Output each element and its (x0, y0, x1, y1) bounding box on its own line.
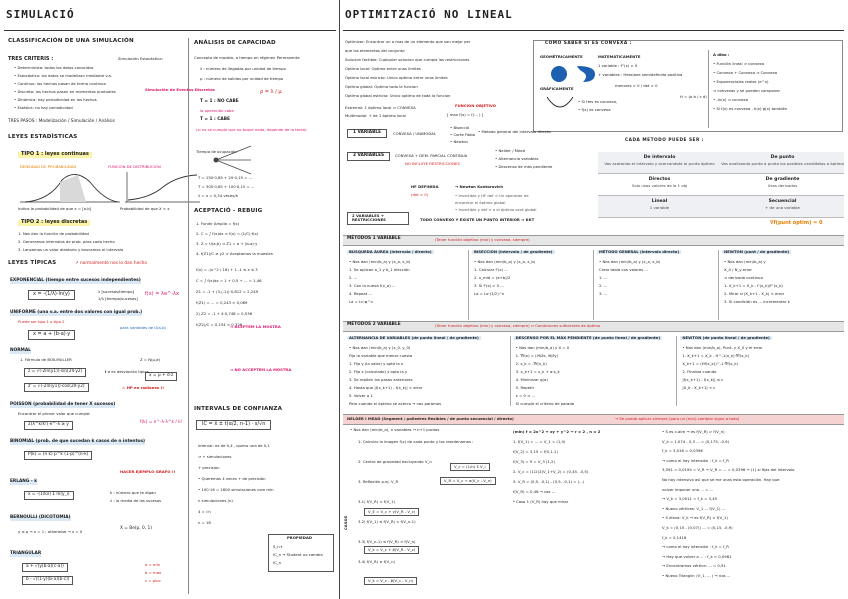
aceptacio-step: 2. C = ∫ f(x)dx ⇒ f(x) = (1/C)·f(x) (196, 231, 259, 236)
convexa-item: • Función lineal ⇒ convexa (713, 61, 765, 66)
v1-condition: CONVEXA / UNIMODAL (393, 131, 436, 136)
nm-right-line: • Nuevo Triangle: (V_1, ... ) → nos ... (662, 573, 731, 578)
convexa-var1: 1 variable : f''(x) > 0 (598, 63, 638, 68)
m2-bar-title: MÉTODOS 2 VARIABLE (347, 322, 401, 327)
m1-column-line: Crear tabla con valores ... (599, 267, 648, 272)
nm-right-line: 3,091 = 0,0194 = V_R → V_R = ... = 0,0396 → (1) si fijas del intervalo (662, 467, 795, 473)
nm-example-line: f(V_R) = 0,48 → cas ... (513, 489, 556, 494)
m2-column-line: • Nos dan (min/b_a) y X = 0 (515, 345, 570, 350)
poisson-subtitle: Encontrar el primer valor que cumple: (18, 411, 91, 416)
bernoulli-title: BERNOULLI (DICOTOMIA) (10, 515, 71, 520)
capacidad-note: (si no se cumple que no toque nada, depende de la tarea) (196, 127, 307, 132)
multimodal-line: Multimodal: + de 1 óptimo local (345, 113, 406, 118)
m2-column-line: 2. Fijo x (calculado) y opto la y (349, 369, 408, 374)
intro-line: Optimo local: Optimo entre unos limites (345, 66, 421, 71)
convexa-graf: GRÁFICAMENTE (540, 86, 574, 91)
m1-column-line: 3. ... (599, 291, 608, 296)
m2-column-divider (676, 336, 677, 406)
v1-note: • Metodo general del intervalo directo (478, 129, 551, 134)
cada-cell (598, 152, 721, 174)
nm-example-line: 1. f(V_1) = ... = V_1 = (1,0) (513, 439, 566, 444)
vr-note: TODO CONVEXO Y EXISTE UN PUNTO INTERIOR ⇒ KKT (420, 217, 535, 222)
nm-step: 2. Centro de gravedad excluyendo V_n (358, 459, 432, 464)
capacidad-formula: T = 300·0,85 + 100·0,15 = ... (198, 184, 255, 189)
binom-title: BINOMIAL (prob. de que sucedan k casos de n intentos) (10, 439, 146, 444)
vr-label: 2 VARIABLES + RESTRICCIONES (347, 212, 409, 225)
nm-right-line: • S es c-aire → es f(V_R) > f(V_n) (662, 429, 725, 434)
reject-result: ⇒ NO ACCEPTEM LA MOSTRA (230, 367, 292, 372)
m2-column-title: NEWTON (de punto lineal / de gradiente) (682, 335, 770, 340)
capacidad-cabe: T = 1 : CABE (200, 117, 230, 122)
classif-item: • Estática: no hay periodicidad (14, 105, 73, 110)
m2-column-line: 5. Volver a 1 (349, 393, 373, 398)
density-label: DENSIDAD DE PROBABILIDAD (20, 164, 77, 169)
m2-column-line: 5. Repetir (515, 385, 535, 390)
m1-column-line: 2. ... (599, 283, 608, 288)
m1-column-line: 4. Repeat ... (349, 291, 373, 296)
exp-lambda: λ [sucesos/tiempo] (98, 289, 135, 294)
tipo2-item: 2. Generamos intervalos de prob. para cada hecho (18, 239, 115, 244)
extremal-line: Extremal: 1 óptimo local ⇒ CONVEXA (345, 105, 416, 110)
classif-side-note: Simulación Estocástica: (118, 56, 163, 61)
m2-column-line: |X_k - X_k+1| < ε (682, 385, 716, 390)
hf-note: (det > 0) (411, 192, 429, 197)
nm-right-line: → como el hay intensión : f_k = f_R (662, 457, 729, 463)
capacidad-heading: ANÁLISIS DE CAPACIDAD (194, 40, 276, 46)
nm-right-line: → Hay que volver a ... : f_k = 0,0981 (662, 553, 732, 559)
m2-column-line: 1. X_k+1 = X_k - H^-1(x_k)·∇f(x_k) (682, 353, 750, 358)
m2-column-title: DESCENSO POR EL MÁX PENDIENTE (de punto lineal / de gradiente) (515, 335, 661, 340)
erlang-k: k : número que te digan (110, 490, 156, 495)
m2-column-line: 4. Hasta que |f(x_k+1) - f(x_k)| < error (349, 385, 423, 390)
m1-bar-title: MÉTODOS 1 VARIABLE (347, 236, 401, 241)
confianza-line: interval: ex de 0,4 , quiero una de 0,1 (198, 443, 270, 448)
newton-note: • Invertible y HF def ⇒ Un operador de (455, 193, 529, 198)
nm-example-line: 2. V_c = (1/2)Σ(V_1+V_2) = (0,45, -0,5) (513, 469, 589, 474)
unif-title: UNIFORME (una v.a. entre dos valores con igual prob.) (10, 310, 143, 315)
intro-line: Solucion factible: Cualquier solucion que cumpla las restricciones (345, 57, 470, 62)
m1-column-line: 3. Si condición es ... incrementar k (724, 299, 790, 304)
capacidad-mu: μ : número de salidas por unidad de tiempo (200, 76, 284, 81)
cada-cell (598, 196, 721, 218)
left-panel-title: SIMULACIÓ (6, 8, 75, 21)
m1-column-line: 2. Mirar si |X_k+1 - X_k| < error (724, 291, 785, 296)
confianza-line: n simulaciones (n) (198, 498, 233, 503)
nm-right-line: • Nuevo vértices: V_1 ... f(V_1) ... (662, 505, 726, 511)
propiedad-title: PROPIEDAD (287, 535, 312, 540)
nm-casos-label: CASOS (343, 515, 348, 530)
density-note: Indica la probabilidad de que x = [a,b] (18, 206, 92, 211)
m1-column-line: La = Ln·φ^n (349, 299, 373, 304)
v1-label: 1 VARIABLE (347, 129, 387, 138)
nm-step: 3.2) f(V_1) ≤ f(V_R) < f(V_n-1) (358, 519, 416, 524)
classif-side-tag: Simulación de Eventos Discretos (145, 87, 215, 92)
aceptacio-step: 3. Z = U(a,b) ⇒ Z1 = a + (b-a)·y (196, 241, 258, 246)
newton-note: encontrar el óptimo global (455, 200, 506, 205)
nm-right-line: f_k = 0,1416 (662, 534, 687, 540)
triangular-formula-1: a + √(y(b-a)(c-a)) (22, 563, 68, 572)
m1-column-line: • Nos dan (min/b_a) y (x_a, x_b) (474, 259, 536, 264)
confianza-line: ⇒ + simulaciones (198, 454, 232, 459)
normal-formula-2: z' = √(-2ln(y1))·cos(2π·y2) (24, 383, 89, 392)
tipo2-item: 1. Nos dan la función de probabilidad (18, 231, 89, 236)
aceptacio-heading: ACEPTACIÓ - REBUIG (194, 208, 263, 214)
capacidad-formula: T = 150·0,85 + 20·0,15 = ... (198, 175, 253, 180)
m1-column-line: 2. x_mid = (a+b)/2 (474, 275, 511, 280)
m2-column-line: 2. Finaliza cuando (682, 369, 717, 374)
nm-right-line: volver imponer una ... = ... (662, 486, 714, 492)
newton-k-label: → Newton Kantorovich (455, 184, 504, 189)
confianza-line: n = 16 (198, 520, 211, 525)
cada-cell (721, 196, 844, 218)
m2-column-line: 3. Se repiten los pasos anteriores (349, 377, 413, 382)
v1-item: • Bisecció (450, 125, 469, 130)
convexa-item: • -ln(x) ⇒ convexa (713, 97, 748, 102)
cada-cell-desc: Vas analizando punto a punto los posibles candidatos a óptimo (721, 161, 844, 166)
convexa-mat: MATEMÁTICAMENTE (598, 54, 641, 59)
capacidad-cabe-note: la operación cabe (200, 108, 234, 113)
m1-column-line: • Nos dan (min/b_a) y (x_a, x_b) (349, 259, 411, 264)
gradient-zero-note: ∇f(punt òptim) = 0 (770, 220, 823, 226)
bernoulli-note: y ≤ p → x = 1 ; otherwise → x = 0 (18, 529, 83, 534)
unif-note: Puede ser tipo 1 o tipo 2 (18, 319, 65, 324)
cada-cell (598, 174, 721, 196)
confianza-line: • Queremos 4 veces + de precisión (198, 476, 266, 481)
convexa-cond1: • Si Hes es convexa, (578, 99, 618, 104)
classif-item: • Discreto: los hechos pasan en momentos puntuales (14, 89, 116, 94)
convexa-divider (708, 50, 709, 128)
tipo2-item: 3. Lanzamos un valor aleatorio y buscamos el intervalo (18, 247, 124, 252)
nm-example-line: f(V_2) = 3,15 = f(0,1,1) (513, 449, 558, 454)
nm-vr: V_R = V_c + α(V_c - V_n) (440, 477, 496, 485)
normal-formula-1: z = √(-2ln(y1))·sin(2π·y2) (24, 368, 86, 377)
objetivo-label: FUNCIÓN OBJETIVO (455, 103, 497, 108)
m1-column-title: BÚSQUEDA ÁUREA (intervalo / directo) (349, 249, 432, 254)
m2-column-line: Si cumple el criterio de parada (515, 401, 575, 406)
normal-note: ℹ σ es desviación típica (105, 369, 149, 374)
triangular-label: b = max (145, 570, 162, 575)
cada-cell-desc: Vas acotando el intervalo y acercandote al punto óptimo (604, 161, 715, 166)
panel-divider (339, 0, 340, 599)
aceptacio-example-line: f(x) = -(x^2 / 16) + 1 -1 ≤ x ≤ 3 (196, 267, 258, 272)
classif-criteria: TRES CRITERIS : (8, 56, 54, 62)
normal-title: NORMAL (10, 348, 31, 353)
intro-line: Optimo global estricto: Unico optimo de toda la funcion (345, 93, 451, 98)
erlang-title: ERLANG - k (10, 479, 38, 484)
normal-formula-3: x = μ + σ·z (145, 372, 177, 381)
aceptacio-example-line: f(Z2)/C = 0,154 < 0,326 (196, 322, 243, 327)
m2-column-line: • Nos dan (min/b_a), Punt. y X_0 y el error (682, 345, 763, 350)
aceptacio-example-line: 2) Z2 = -1 + 4·0,748 = 0,536 (196, 311, 253, 316)
v1-item: • Newton (450, 139, 468, 144)
convex-shapes-icon (547, 64, 599, 84)
m2-column-line: x = 0 ⇒ ... (515, 393, 536, 398)
triangular-label: c = pico (145, 578, 161, 583)
right-panel-title: OPTIMITZACIÓ NO LINEAL (345, 8, 513, 21)
convexa-heading: COMO SABER SI ES CONVEXA : (545, 41, 632, 46)
classif-steps: TRES PASOS : Modelización / Simulación / Análisis (8, 119, 115, 124)
aceptacio-example-line: f(Z1) = ... = 0,243 > 0,069 (196, 300, 248, 305)
left-column-divider (188, 38, 189, 594)
binom-note: HACER EJEMPLO GRAFO !! (120, 469, 176, 474)
m2-bar-note: (Tener función objetivo (min) y convexa, siempre) ⇒ Condiciones suficientes de óptimo (435, 323, 601, 328)
distribution-curve-icon (125, 172, 205, 208)
propiedad-box (268, 534, 334, 572)
nm-intro: • Nos dan (min/b_a), n variables → n+1 puntos (350, 427, 440, 432)
nm-right-line: V_k = 1,074 - 0,3 ... = (0,175, -0,9) (662, 438, 730, 444)
m2-column-title: ALTERNANCIA DE VARIABLES (de punto lineal / de gradiente) (349, 335, 479, 340)
cada-cell-desc: + de una variable (765, 205, 800, 210)
newton-note: • Invertible y def ⇒ o el óptimo será global (455, 207, 537, 212)
nm-example-line: * Caso 1 (V_R) hay que mirar (513, 499, 569, 504)
propiedad-line-1: S_n·t (273, 544, 283, 549)
intro-line: Optimo global: Optimo todo la funcion (345, 84, 418, 89)
aceptacio-step: 1. Fundir Amplia = f(x) (196, 221, 240, 226)
nm-right-line: V_k = (0,15 - (0,07)) ... = (0,15, -0,9) (662, 525, 733, 530)
classif-item: • Estocástico: los datos se modelizan mediante v.a. (14, 73, 113, 78)
nm-example-line: f(V_3) = 9 = V_3 (1,2) (513, 459, 555, 464)
nm-right-line: f_k = 3,016 = 0,0396 (662, 448, 703, 454)
m2-bar (343, 321, 844, 332)
m1-column-line: ⇒ derivada continua (724, 275, 763, 280)
distrib-note: Probabilidad de que X < x (120, 206, 170, 211)
nm-vk2: V_k = V_c - β(V_c - V_n) (364, 577, 417, 585)
cada-cell-title: De gradiente (765, 177, 800, 182)
nm-step: 3.3) f(V_n-1) ≤ f(V_R) < f(V_n) (358, 539, 416, 544)
convexa-hessian: H = (a b / c d) (680, 94, 707, 99)
intro-line: Optimo local estricto: Unico optimo entre unos limites (345, 75, 448, 80)
poisson-pdf: f(k) = e^-λ·λ^k / k! (140, 420, 183, 425)
capacity-tree-diagram (196, 140, 326, 180)
triangular-label: a = min (145, 562, 161, 567)
left-title-rule (4, 30, 336, 31)
m1-column-divider (718, 250, 719, 320)
cada-cell-title: Directos (648, 177, 671, 182)
accept-result: ⇒ ACEPTEM LA MOSTRA (230, 324, 281, 329)
nm-step: 3.4) f(V_R) ≥ f(V_n) (358, 559, 395, 564)
cada-cell-desc: Usas derivadas (767, 183, 798, 188)
v2-item: • Nelder / Mead (495, 148, 526, 153)
leyes-tipicas-note: ↗ normalmente nos lo dan hecho (75, 261, 147, 266)
exp-formula: x = -(1/λ)·ln(y) (28, 290, 75, 300)
m1-column-line: 1. ... (599, 275, 608, 280)
v2-item: • Alternancia variables (495, 156, 539, 161)
m1-column-divider (468, 250, 469, 320)
m1-bar (343, 235, 844, 246)
nm-step: 3.1) f(V_R) < f(V_1) (358, 499, 395, 504)
convexa-item: • Convexa + Convexa ⇒ Convexa (713, 70, 778, 75)
binom-formula: P(k) = (n k) p^k (1-p)^(n-k) (24, 451, 92, 460)
capacidad-formula: λ = x = 0,34 veces/h (198, 193, 239, 198)
poisson-title: POISSON (probabilidad de tener X sucesos) (10, 402, 116, 407)
nm-right-line: → Encontramos vértice: ... = 0,91 (662, 563, 726, 569)
distrib-label: FUNCIÓN DE DISTRIBUCIÓN (108, 164, 161, 169)
classif-item: • Continuo: los hechos pasan de forma continua (14, 81, 106, 86)
cada-cell (721, 174, 844, 196)
density-curve-icon (20, 172, 130, 208)
intro-line: Optimizar: Encontrar un o mas de un elemento que son mejor per (345, 39, 471, 44)
tipo1-label: TIPO 1 : leyes continuas (18, 152, 92, 158)
cada-cell-desc: Solo usas valores de la f. obj (631, 183, 688, 188)
triangular-title: TRIANGULAR (10, 551, 42, 556)
m1-column-line: 2. ... (349, 275, 358, 280)
m1-column-line: • Nos dan (min/b_a) y (x_a, x_b) (599, 259, 661, 264)
cada-cell-desc: 1 variable (649, 205, 670, 210)
m1-column-line: 1. Se aplican a_1 y b_1 elección (349, 267, 410, 272)
m2-column-line: 1. Fijo y (la valor) y opto la x (349, 361, 404, 366)
m1-column-title: BISECCIÓN (intervalo / de gradiente) (474, 249, 553, 254)
classif-item: • Determinista: todos los datos conocidos (14, 65, 94, 70)
convexa-varn: + variables : Hessiana semidefinida positiva (598, 72, 683, 77)
nm-bar-note: → Se puede aplicar siempre (para un (min) cambiar signo a todo) (615, 416, 740, 421)
convexa-minor: menores > 0 / det > 0 (615, 83, 658, 88)
nm-example-line: 3. V_R = (0,5, -0,1) - (0,5, -0,1) = (...) (513, 479, 585, 484)
unif-pdf: para variables de U(a,b) (120, 325, 166, 330)
m2-column-line: • Nos dan (min/b_a) y (x_0, y_0) (349, 345, 411, 350)
intro-line: que los elementos del conjunto (345, 48, 405, 53)
m1-column-divider (593, 250, 594, 320)
capacidad-sub: Concepto de modelo, a tiempo en régimen Permanente (194, 55, 300, 60)
capacidad-rho: ρ = λ / μ (260, 89, 282, 95)
nm-right-line: → como el hay intensión : f_k = f_R (662, 544, 729, 550)
triangular-formula-2: b - √((1-y)(b-a)(b-c)) (22, 576, 73, 585)
exp-pdf: f(x) = λe^-λx (145, 291, 179, 297)
exp-title: EXPONENCIAL (tiempo entre sucesos independientes) (10, 278, 141, 283)
m2-column-line: |f(x_k+1) - f(x_k)| ≤ ε (682, 377, 724, 382)
m2-column-line: Pero cuando el óptimo se acerca → nos paramos (349, 401, 442, 406)
convexa-item: ⇒ convexas y se pueden componer (713, 88, 781, 93)
nm-right-line: No hay intensivo así que se me unas esta operación. Hay que (662, 477, 780, 482)
v2-condition: CONVEXA + DEM. PARCIAL CONTINUA (395, 153, 468, 158)
cada-cell-title: De intervalo (643, 155, 676, 160)
nm-step: 1. Calcular la imagen f(x) de cada punto y los reordenamos : (358, 439, 474, 444)
m1-bar-note: (Tener función objetivo (min) y convexa, siempre) (435, 237, 530, 242)
capacidad-time-label: Tiempo de ocupación (196, 149, 237, 154)
confianza-line: 4 = √n (198, 509, 211, 514)
normal-dist: Z = N(μ,σ) (140, 357, 161, 362)
m1-column-line: • Nos dan (min/b_a) y (724, 259, 766, 264)
cada-cell (721, 152, 844, 174)
convex-curve-icon (545, 95, 575, 115)
right-title-rule (343, 30, 844, 31)
nm-vk: V_k = V_c + β(V_R - V_c) (364, 546, 419, 554)
m2-column-line: X_k+1 = (Hf(x_k))^-1·∇f(x_k) (682, 361, 739, 366)
capacidad-lambda: λ : número de llegadas por unidad de tiempo (200, 66, 286, 71)
confianza-line: • 100·16 = 1600 simulaciones com mín (198, 487, 274, 492)
leyes-est-heading: LEYES ESTADÍSTICAS (8, 134, 78, 140)
nm-right-line: • S eleva: V_k → es f(V_R) < f(V_1) (662, 515, 728, 521)
v1-item: • Corte Fibbo (450, 132, 476, 137)
m1-column-line: X_0 / N_y error (724, 267, 752, 272)
nm-step: 3. Reflexión p.ej. V_R (358, 479, 399, 484)
m1-column-line: 3. Si f'(x) > 0 ... (474, 283, 504, 288)
erlang-formula: x = -(1/kλ) Σ ln(y_i) (24, 491, 74, 500)
m2-column-divider (510, 336, 511, 406)
v2-label: 2 VARIABLES (347, 152, 390, 161)
m2-column-line: 2. s_k = -∇f(x_k) (515, 361, 547, 366)
exp-inverse: 1/λ [tiempo/sucesos] (98, 296, 138, 301)
cada-cell-title: Secuencial (768, 199, 797, 204)
objetivo-formula: [ max f(x) = f(... ) ] (447, 112, 484, 117)
confianza-formula: IC = x̄ ± t(α/2, n-1) · s/√n (196, 420, 271, 430)
classif-heading: CLASSIFICACIÓN DE UNA SIMULACIÓN (8, 38, 134, 44)
propiedad-line-3: IC_n (273, 560, 282, 565)
tipo2-label: TIPO 2 : leyes discretas (18, 220, 90, 226)
cada-cell-title: De punto (770, 155, 795, 160)
m1-column-line: 1. Calcular f'(x) ... (474, 267, 508, 272)
nm-bar-title: NELDER I MEAD (Segment / poliedres flexibles / de punto secuencial / directo) (347, 416, 514, 421)
nm-example-title: (min) f = 2x^2 + xy + y^2 → r = 2 , n = 2 (513, 429, 601, 434)
classif-item: • Dinámica: hay periodicidad en los hechos (14, 97, 97, 102)
erlang-lambda: λ : la media de los sucesos (110, 498, 162, 503)
v2-restrictions: NO INCLUYE RESTRICCIONES (405, 161, 460, 166)
convexa-geo: GEOMÉTRICAMENTE (540, 54, 583, 59)
aceptacio-example-line: C = ∫ f(x)dx = 1 + 0,5 + ... = 1,46 (196, 278, 262, 283)
bernoulli-formula: X = Be(p, 0, 1) (120, 526, 152, 531)
m2-column-line: 1. ∇f(x) = (∂f/∂x, ∂f/∂y) (515, 353, 559, 358)
capacidad-no-cabe: T = 1 : NO CABE (200, 99, 239, 104)
nm-ve: V_E = V_c + γ(V_R - V_c) (364, 508, 419, 516)
convexa-a-dir: A dibo : (713, 52, 730, 57)
nm-vc: V_c = (1/n) Σ V_i (450, 463, 490, 471)
m1-column-line: 3. Con la nueva f(x_a) ... (349, 283, 396, 288)
m1-column-title: NEWTON (punt / de gradiente) (724, 249, 790, 254)
propiedad-line-2: IC_n → Student no cambia (273, 552, 323, 557)
aceptacio-step: 4. f(Z1)/C ≥ y2 ⇒ Aceptamos la muestra (196, 251, 273, 256)
confianza-line: + precision (198, 465, 220, 470)
aceptacio-example-line: Z1 = -1 + (3-(-1))·0,812 = 2,249 (196, 289, 259, 294)
confianza-heading: INTERVALS DE CONFIANZA (194, 406, 283, 412)
m2-column-line: 4. Minimizar g(α) (515, 377, 548, 382)
m2-column-line: Fijo la variable que menor cuesta (349, 353, 413, 358)
convexa-item: • Si f(x) es convexa , h(x)·g(x) también (713, 106, 788, 111)
nm-bar (343, 414, 844, 425)
v2-item: • Descenso de más pendiente (495, 164, 553, 169)
convexa-cond2: • f(x) es convexa (578, 107, 611, 112)
cada-heading: CADA METODO PUEDE SER : (625, 138, 705, 143)
normal-warning: ⚠ HP en radianes !! (122, 385, 164, 390)
poisson-formula: Σ(λ^k/k!)·e^-λ ≥ y (24, 421, 73, 430)
unif-formula: x = a + (b-a)·y (28, 330, 75, 340)
normal-subtitle: 1. Fórmula de BOX-MULLER (20, 357, 72, 362)
m2-column-line: 3. x_k+1 = x_k + α·s_k (515, 369, 560, 374)
cada-cell-title: Lineal (651, 199, 668, 204)
nm-right-line: → V_k = 3,0011 = f_k = 3,45 (662, 496, 718, 502)
m1-column-title: MÉTODO GENERAL (intervalo directo) (599, 249, 680, 254)
m1-column-line: 1. X_k+1 = X_k - f'(x_k)/f''(x_k) (724, 283, 783, 288)
m1-column-line: La = Lo·(1/2)^n (474, 291, 505, 296)
leyes-tipicas-heading: LEYES TÍPICAS (8, 260, 57, 266)
hf-label: HF DEFINIDA (411, 184, 439, 189)
convexa-item: • Exponenciales reales (e^x) (713, 79, 769, 84)
